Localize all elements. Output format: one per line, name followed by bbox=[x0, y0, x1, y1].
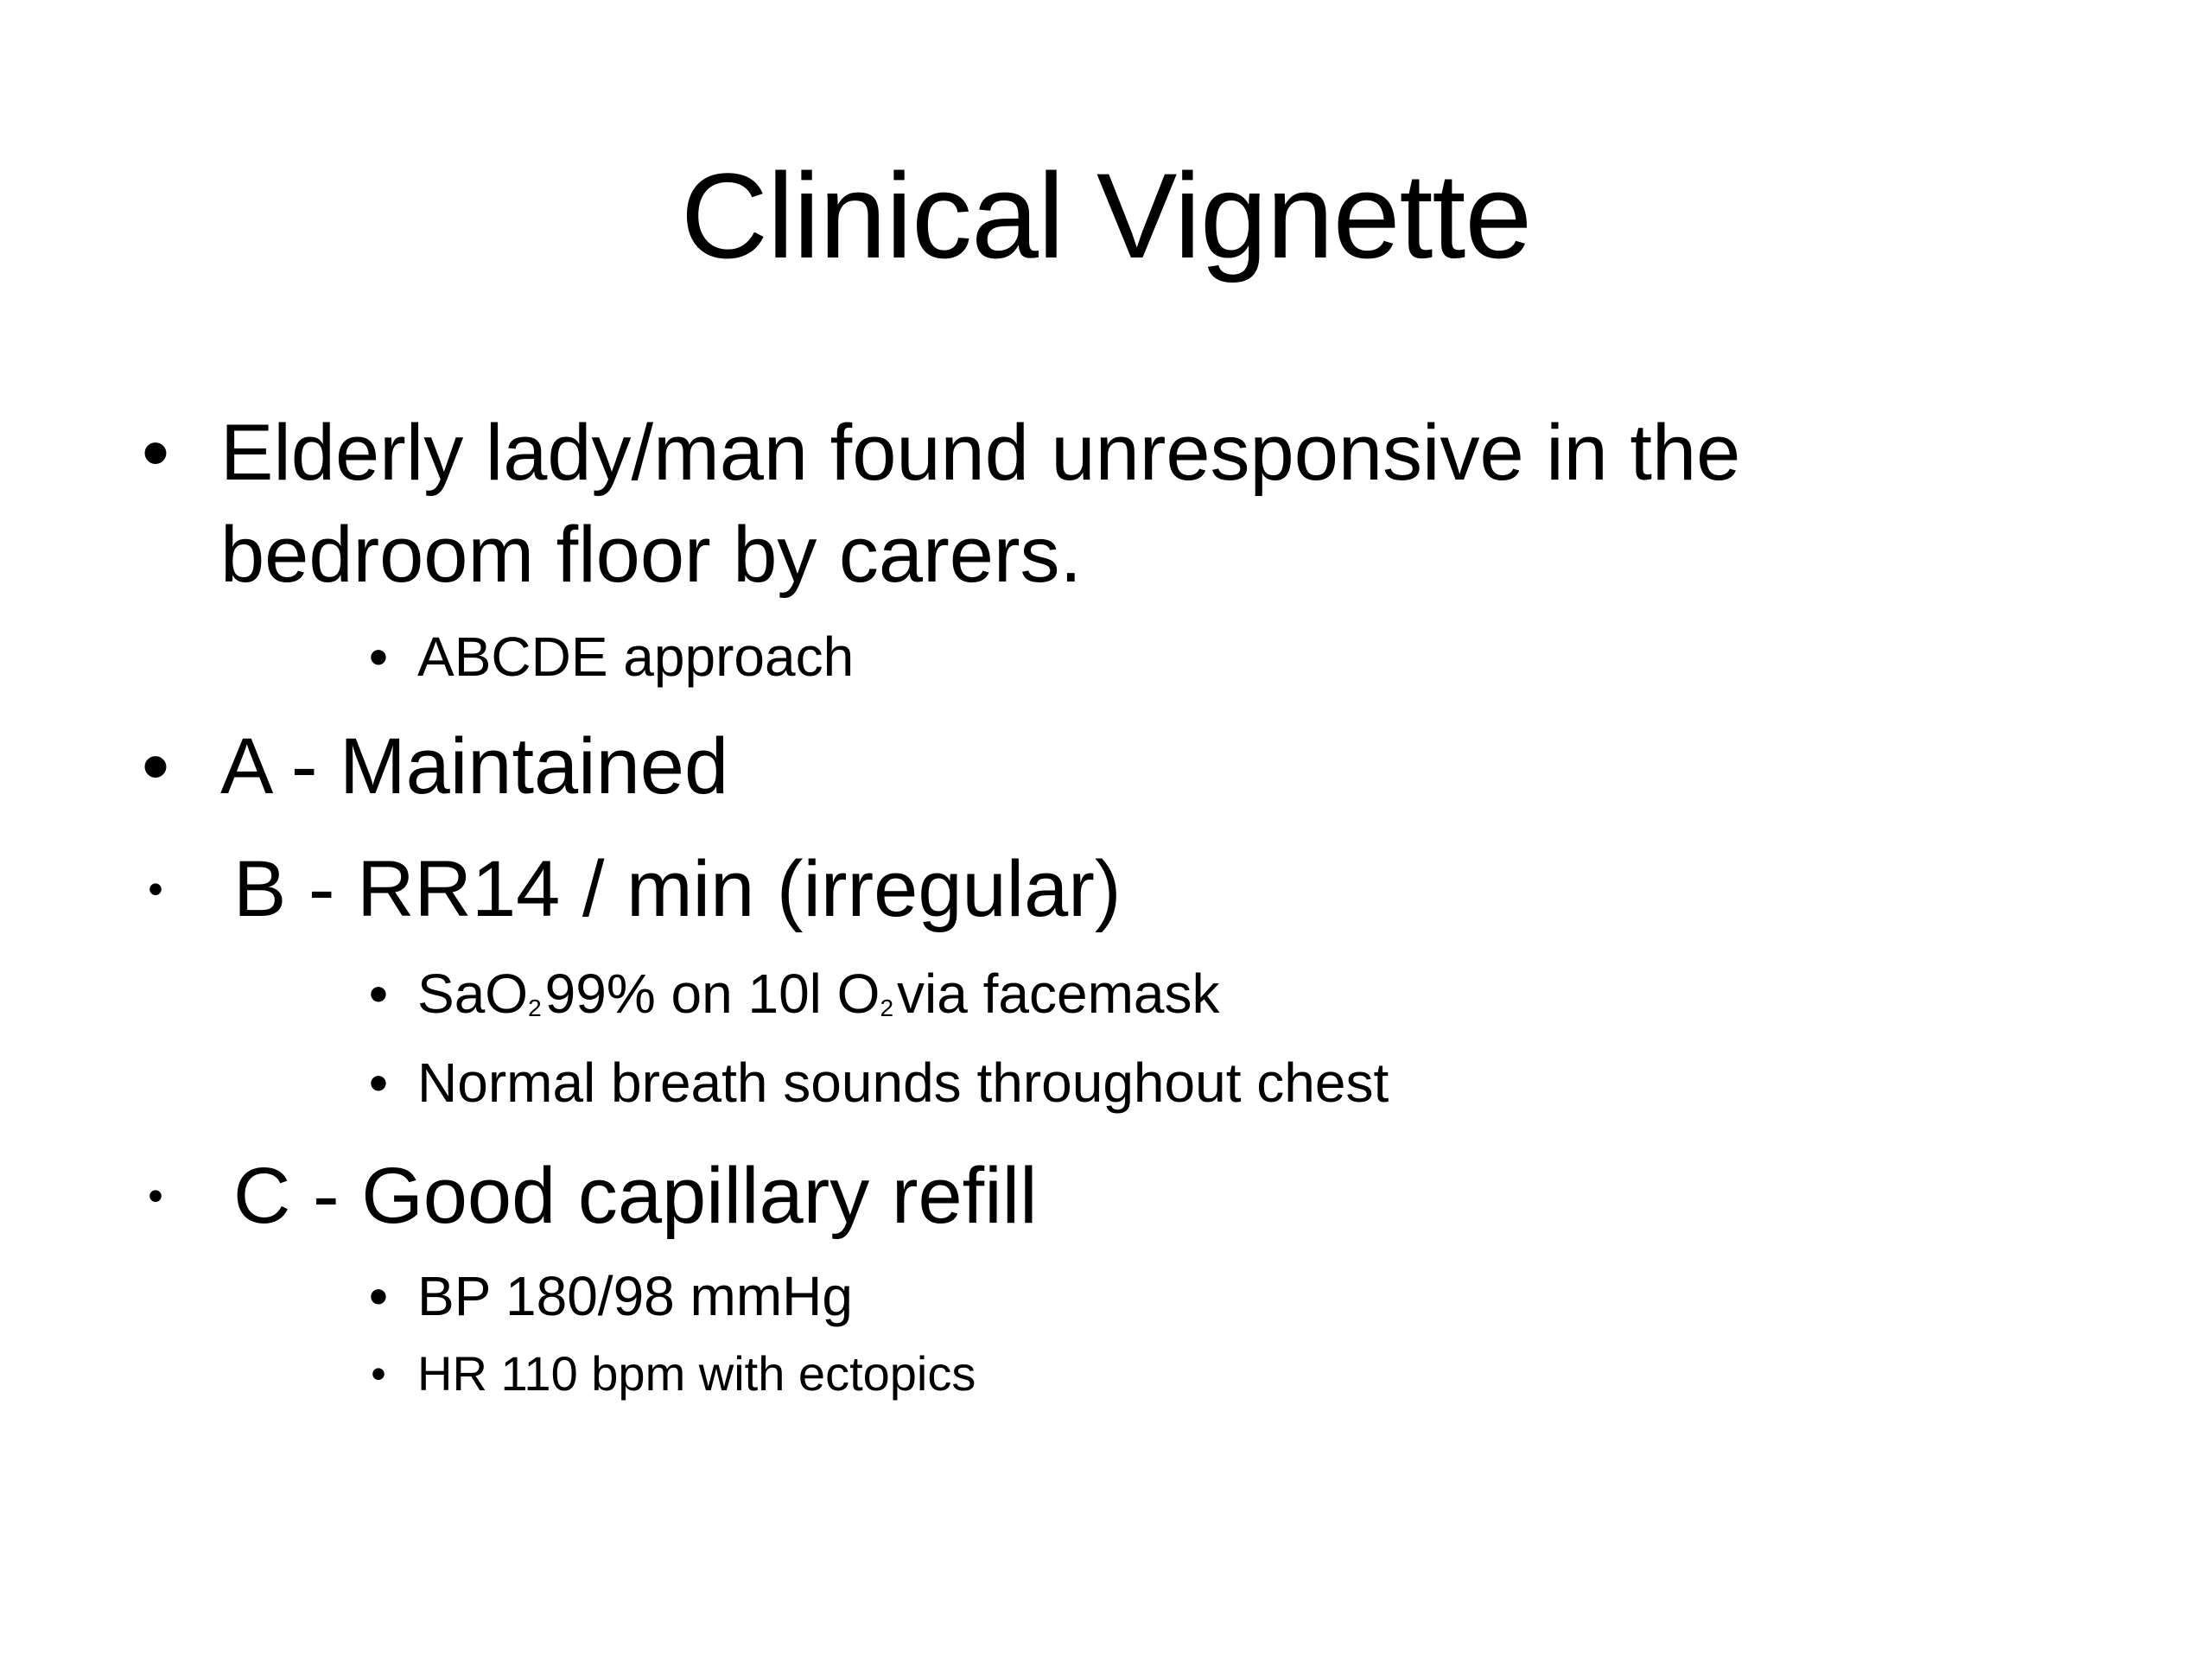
bullet-text: A - Maintained bbox=[220, 722, 729, 810]
bullet-dot: • bbox=[368, 1052, 389, 1114]
bullet-dot: • bbox=[368, 1265, 389, 1327]
bullet-text: B - RR14 / min (irregular) bbox=[233, 845, 1122, 933]
subscript-2: 2 bbox=[528, 995, 542, 1021]
sub-bullet-text: HR 110 bpm with ectopics bbox=[417, 1346, 976, 1401]
bullet-item-airway bbox=[141, 715, 729, 817]
bullet-dot: • bbox=[148, 1172, 163, 1220]
bullet-item-breathing bbox=[148, 838, 1122, 940]
bullet-text: C - Good capillary refill bbox=[233, 1152, 1038, 1240]
bullet-dot: • bbox=[141, 722, 170, 810]
sub-bullet-breath-sounds bbox=[368, 1047, 1389, 1118]
sub-bullet-text: BP 180/98 mmHg bbox=[417, 1265, 853, 1327]
sub-bullet-bp bbox=[368, 1261, 853, 1332]
sub-bullet-abcde bbox=[368, 621, 855, 692]
bullet-text-line1: Elderly lady/man found unresponsive in the bbox=[220, 409, 1741, 497]
bullet-dot: • bbox=[368, 963, 389, 1025]
slide-title: Clinical Vignette bbox=[680, 148, 1532, 283]
bullet-dot: • bbox=[368, 626, 389, 688]
sao2-middle: 99% on 10l O bbox=[544, 963, 880, 1025]
sub-bullet-hr bbox=[371, 1343, 976, 1405]
sub-bullet-text: Normal breath sounds throughout chest bbox=[417, 1052, 1389, 1114]
bullet-dot: • bbox=[141, 409, 170, 497]
sao2-suffix: via facemask bbox=[897, 963, 1220, 1025]
sub-bullet-sao2 bbox=[368, 958, 1220, 1044]
bullet-dot: • bbox=[148, 865, 163, 913]
subscript-2: 2 bbox=[880, 995, 894, 1021]
sao2-prefix: SaO bbox=[417, 963, 529, 1025]
sub-bullet-text: ABCDE approach bbox=[417, 626, 855, 688]
bullet-item-circulation bbox=[148, 1145, 1038, 1247]
bullet-text-line2: bedroom floor by carers. bbox=[220, 511, 1083, 599]
bullet-item-elderly-found bbox=[141, 402, 1741, 606]
bullet-dot: • bbox=[371, 1350, 386, 1398]
